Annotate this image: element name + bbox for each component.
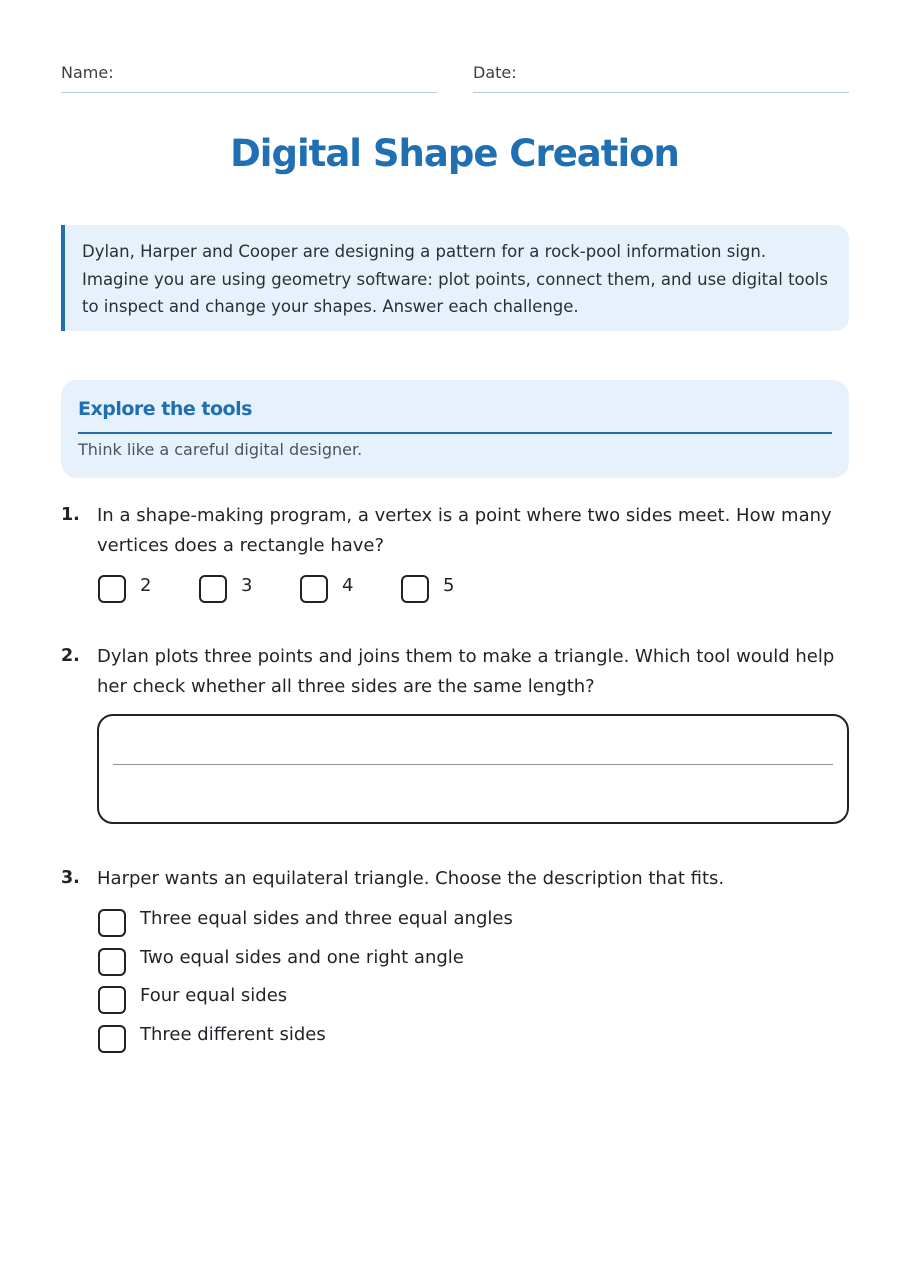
q1-option-1-checkbox[interactable]: [98, 575, 126, 603]
header-fields: [61, 62, 849, 92]
q3-option-1-checkbox[interactable]: [98, 909, 126, 937]
intro-panel: [61, 225, 849, 331]
q3-option-2-label: Two equal sides and one right angle: [140, 947, 464, 968]
answer-line: [113, 764, 833, 765]
q1-option-1-label: 2: [140, 575, 152, 596]
question-2-text: Dylan plots three points and joins them to make a triangle. Which tool would help her check whether all three sides are the same length?: [97, 646, 835, 697]
name-field[interactable]: [61, 62, 437, 93]
q1-option-3-checkbox[interactable]: [300, 575, 328, 603]
section-subtitle: Think like a careful digital designer.: [78, 440, 363, 459]
q1-option-2-checkbox[interactable]: [199, 575, 227, 603]
q3-option-2-checkbox[interactable]: [98, 948, 126, 976]
date-label: Date:: [473, 63, 517, 82]
question-2-number: 2.: [61, 646, 80, 666]
question-3-text: Harper wants an equilateral triangle. Choose the description that fits.: [97, 868, 725, 889]
question-1-text: In a shape-making program, a vertex is a point where two sides meet. How many vertices does a rectangle have?: [97, 505, 832, 556]
q1-option-2-label: 3: [241, 575, 253, 596]
date-field[interactable]: [473, 62, 849, 93]
section-divider: [78, 432, 832, 434]
question-3-number: 3.: [61, 868, 80, 888]
q3-option-3-label: Four equal sides: [140, 985, 288, 1006]
section-title: Explore the tools: [78, 398, 252, 420]
intro-text: Dylan, Harper and Cooper are designing a pattern for a rock-pool information sign. Imagine you are using geometry software: plot points, connect them, and use digital tools to inspect and change your shapes. Answer each challenge.: [82, 242, 828, 316]
q3-option-3-checkbox[interactable]: [98, 986, 126, 1014]
section-explore-tools: [61, 380, 849, 478]
q2-answer-box[interactable]: [97, 714, 849, 824]
q1-option-3-label: 4: [342, 575, 354, 596]
q3-option-4-label: Three different sides: [140, 1024, 326, 1045]
q3-option-4-checkbox[interactable]: [98, 1025, 126, 1053]
q3-option-1-label: Three equal sides and three equal angles: [140, 908, 513, 929]
page-title: Digital Shape Creation: [230, 132, 679, 175]
question-1-number: 1.: [61, 505, 80, 525]
q1-option-4-label: 5: [443, 575, 455, 596]
name-label: Name:: [61, 63, 114, 82]
q1-option-4-checkbox[interactable]: [401, 575, 429, 603]
